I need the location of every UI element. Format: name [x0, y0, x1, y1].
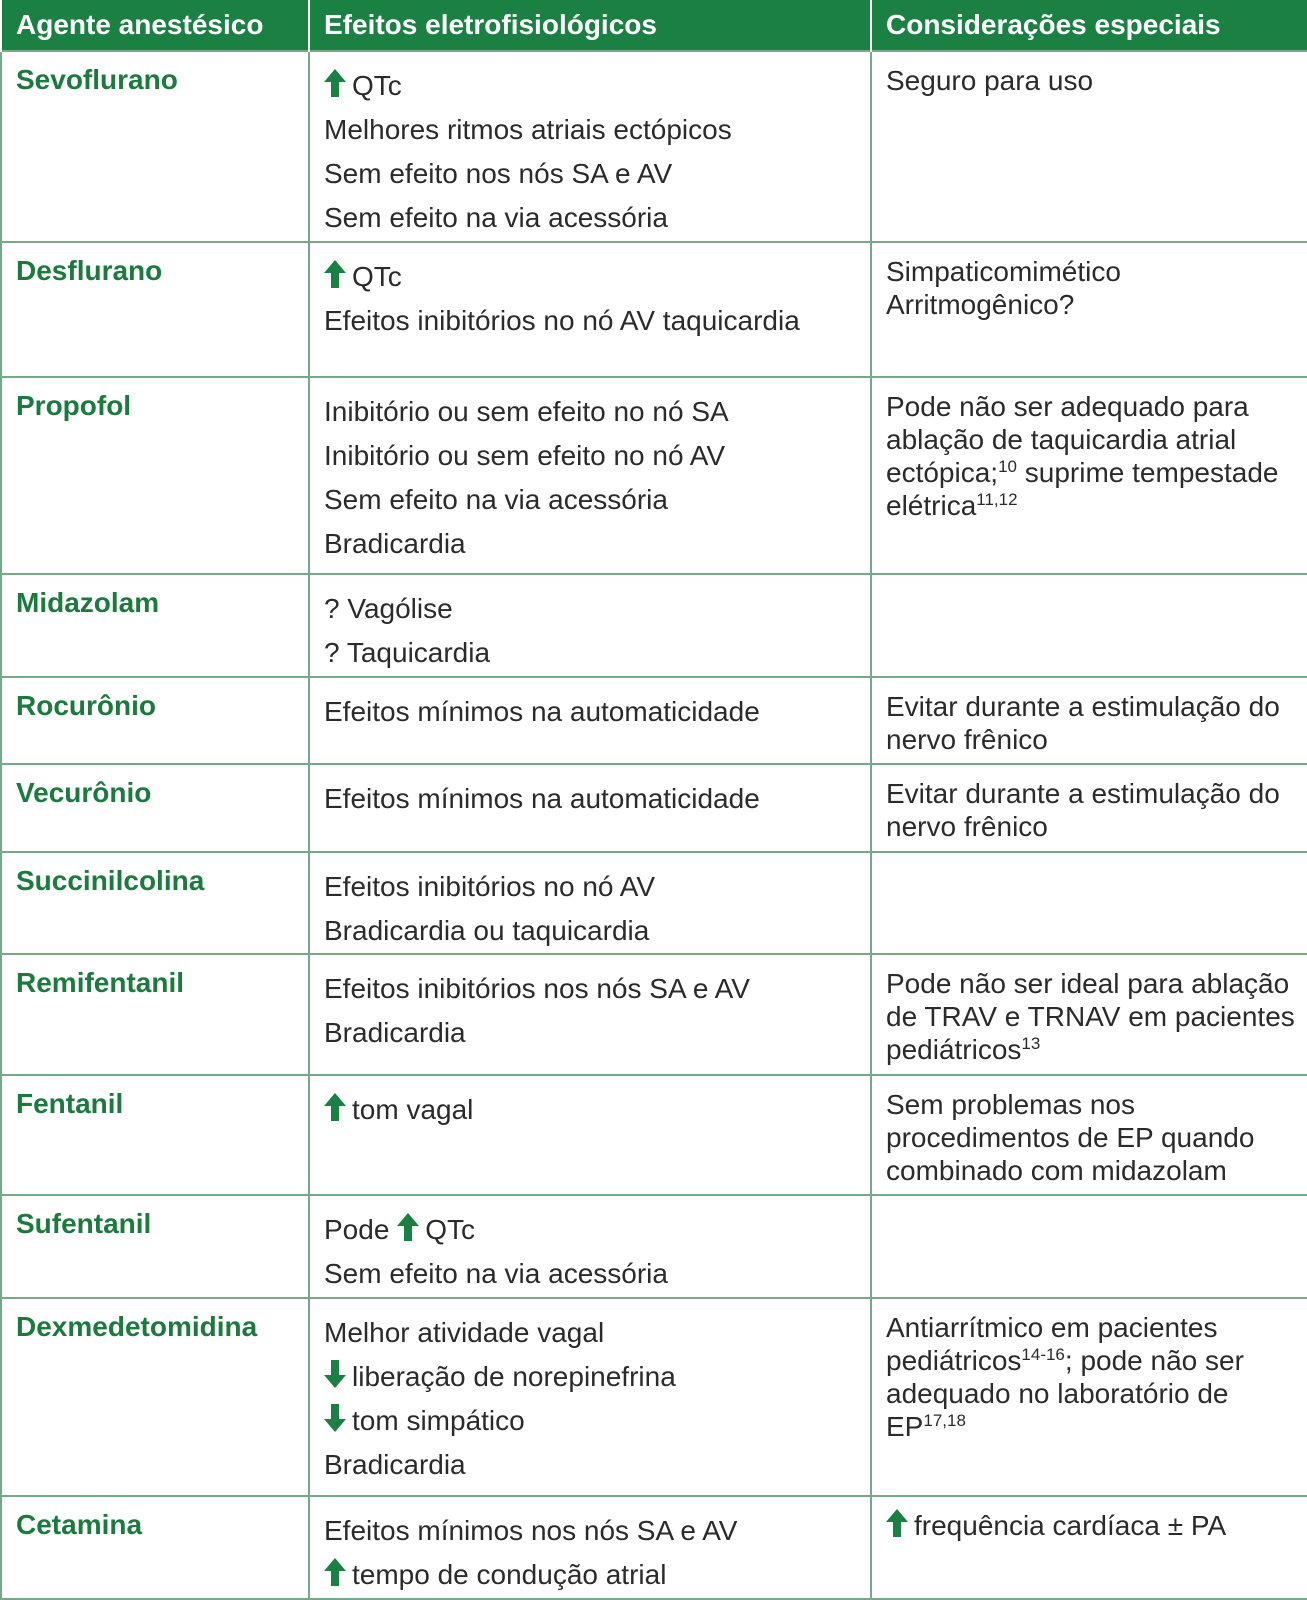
effect-line [324, 865, 862, 909]
table-row [1, 1195, 1307, 1297]
notes-cell [871, 764, 1307, 851]
arrow-up-icon [324, 1558, 346, 1586]
notes-cell [871, 1298, 1307, 1497]
arrow-down-icon [324, 1360, 346, 1388]
agent-name: Sevoflurano [1, 51, 309, 242]
effect-line [324, 64, 862, 108]
effect-line [324, 434, 862, 478]
effect-line [324, 1252, 862, 1296]
effect-line [324, 1443, 862, 1487]
arrow-up-icon [324, 260, 346, 288]
effect-line [324, 108, 862, 152]
effect-text: Efeitos mínimos na automaticidade [324, 783, 760, 815]
table-row [1, 51, 1307, 242]
arrow-down-icon [324, 1404, 346, 1432]
note-paragraph [886, 288, 1299, 321]
table-row [1, 852, 1307, 954]
effect-text: Bradicardia [324, 1017, 466, 1049]
table-row [1, 1496, 1307, 1599]
effect-text: liberação de norepinefrina [352, 1360, 676, 1392]
table-row [1, 574, 1307, 676]
arrow-up-icon [324, 1093, 346, 1121]
table-row [1, 1075, 1307, 1196]
notes-cell [871, 1075, 1307, 1196]
notes-cell [871, 677, 1307, 764]
effects-cell [309, 242, 871, 378]
agent-name: Dexmedetomidina [1, 1298, 309, 1497]
effects-cell [309, 1075, 871, 1196]
effect-text: tom vagal [352, 1093, 474, 1125]
effect-text: tempo de condução atrial [352, 1559, 667, 1591]
effect-line [324, 909, 862, 953]
effect-text: Inibitório ou sem efeito no nó SA [324, 396, 729, 428]
effects-cell [309, 677, 871, 764]
agent-name: Fentanil [1, 1075, 309, 1196]
effect-text: QTc [352, 260, 402, 292]
table-row [1, 954, 1307, 1075]
effect-prefix: Pode [324, 1214, 390, 1246]
effect-line [324, 1208, 862, 1252]
effect-line [324, 587, 862, 631]
notes-cell [871, 852, 1307, 954]
reference-superscript: 14-16 [1021, 1344, 1065, 1364]
effect-line [324, 1088, 862, 1132]
table-body [1, 51, 1307, 1599]
agent-name: Sufentanil [1, 1195, 309, 1297]
note-paragraph [886, 64, 1299, 97]
note-text: Sem problemas nos procedimentos de EP quando combinado com midazolam [886, 1088, 1255, 1186]
effects-cell [309, 954, 871, 1075]
effect-text: Bradicardia [324, 1448, 466, 1480]
note-text: Seguro para uso [886, 65, 1094, 96]
header-notes: Considerações especiais [871, 0, 1307, 51]
effect-line [324, 478, 862, 522]
effect-text: Sem efeito na via acessória [324, 202, 668, 233]
note-paragraph [886, 967, 1299, 1066]
table-row [1, 377, 1307, 574]
notes-cell [871, 51, 1307, 242]
effects-cell [309, 1496, 871, 1599]
agent-name: Rocurônio [1, 677, 309, 764]
effects-cell [309, 51, 871, 242]
effect-line [324, 777, 862, 821]
effect-line [324, 1509, 862, 1553]
arrow-up-icon [397, 1213, 419, 1241]
effect-text: Sem efeito nos nós SA e AV [324, 158, 673, 189]
effect-text: ? Taquicardia [324, 637, 491, 669]
effect-text: Efeitos inibitórios no nó AV [324, 870, 656, 902]
note-paragraph [886, 1311, 1299, 1443]
agent-name: Propofol [1, 377, 309, 574]
note-text: Arritmogênico? [886, 288, 1075, 320]
arrow-up-icon [324, 69, 346, 97]
note-text: Pode não ser adequado para ablação de taquicardia atrial ectópica; [886, 391, 1249, 489]
effect-line [324, 1311, 862, 1355]
notes-cell [871, 1195, 1307, 1297]
effect-line [324, 967, 862, 1011]
reference-superscript: 17,18 [923, 1410, 966, 1430]
effect-line [324, 196, 862, 240]
effect-text: tom simpático [352, 1404, 525, 1436]
effect-text: ? Vagólise [324, 593, 453, 625]
note-paragraph [886, 1509, 1299, 1542]
effects-cell [309, 1298, 871, 1497]
effect-line [324, 299, 862, 337]
note-text: Evitar durante a estimulação do nervo frênico [886, 690, 1280, 755]
arrow-up-icon [886, 1509, 908, 1537]
effect-line [324, 631, 862, 675]
effect-line [324, 1355, 862, 1399]
table-row [1, 677, 1307, 764]
effect-text: Melhor atividade vagal [324, 1316, 605, 1348]
table-row [1, 242, 1307, 378]
note-text: Pode não ser ideal para ablação de TRAV e TRNAV em pacientes pediátricos [886, 968, 1295, 1066]
effect-text: Efeitos mínimos nos nós SA e AV [324, 1515, 738, 1547]
agent-name: Midazolam [1, 574, 309, 676]
reference-superscript: 13 [1021, 1034, 1041, 1054]
agent-name: Vecurônio [1, 764, 309, 851]
effect-text: Sem efeito na via acessória [324, 1258, 668, 1290]
effect-text: Efeitos inibitórios no nó AV taquicardia [324, 304, 800, 336]
note-text: frequência cardíaca ± PA [914, 1510, 1227, 1542]
effect-text: Melhores ritmos atriais ectópicos [324, 114, 732, 145]
effect-text: Efeitos mínimos na automaticidade [324, 695, 760, 727]
agent-name: Desflurano [1, 242, 309, 378]
note-paragraph [886, 390, 1299, 522]
table-row [1, 1298, 1307, 1497]
note-text: suprime tempestade elétrica [886, 457, 1279, 522]
effect-text: Efeitos inibitórios nos nós SA e AV [324, 973, 750, 1005]
effect-text: Sem efeito na via acessória [324, 484, 668, 516]
effect-line [324, 1553, 862, 1597]
note-paragraph [886, 690, 1299, 756]
effect-text: QTc [425, 1214, 475, 1246]
effect-line [324, 522, 862, 566]
effect-line [324, 690, 862, 734]
notes-cell [871, 954, 1307, 1075]
agent-name: Cetamina [1, 1496, 309, 1599]
reference-superscript: 10 [998, 457, 1017, 477]
notes-cell [871, 377, 1307, 574]
effect-text: Bradicardia [324, 528, 466, 560]
notes-cell [871, 242, 1307, 378]
note-text: ; pode não ser adequado no laboratório de EP [886, 1344, 1244, 1442]
effects-cell [309, 377, 871, 574]
notes-cell [871, 574, 1307, 676]
effect-text: QTc [352, 70, 402, 101]
note-paragraph [886, 255, 1299, 288]
effects-cell [309, 574, 871, 676]
effect-line [324, 1011, 862, 1055]
table-row [1, 764, 1307, 851]
effect-text: Inibitório ou sem efeito no nó AV [324, 440, 726, 472]
agent-name: Remifentanil [1, 954, 309, 1075]
notes-cell [871, 1496, 1307, 1599]
effects-cell [309, 852, 871, 954]
header-effects: Efeitos eletrofisiológicos [309, 0, 871, 51]
note-paragraph [886, 1088, 1299, 1187]
effects-cell [309, 764, 871, 851]
note-text: Evitar durante a estimulação do nervo frênico [886, 778, 1280, 843]
effects-cell [309, 1195, 871, 1297]
effect-line [324, 152, 862, 196]
agent-name: Succinilcolina [1, 852, 309, 954]
note-paragraph [886, 777, 1299, 843]
effect-line [324, 390, 862, 434]
effect-line [324, 255, 862, 299]
effect-line [324, 1399, 862, 1443]
note-text: Antiarrítmico em pacientes pediátricos [886, 1311, 1218, 1376]
header-row [1, 0, 1307, 51]
note-text: Simpaticomimético [886, 255, 1121, 287]
effect-text: Bradicardia ou taquicardia [324, 914, 650, 946]
header-agent: Agente anestésico [1, 0, 309, 51]
reference-superscript: 11,12 [976, 490, 1018, 510]
